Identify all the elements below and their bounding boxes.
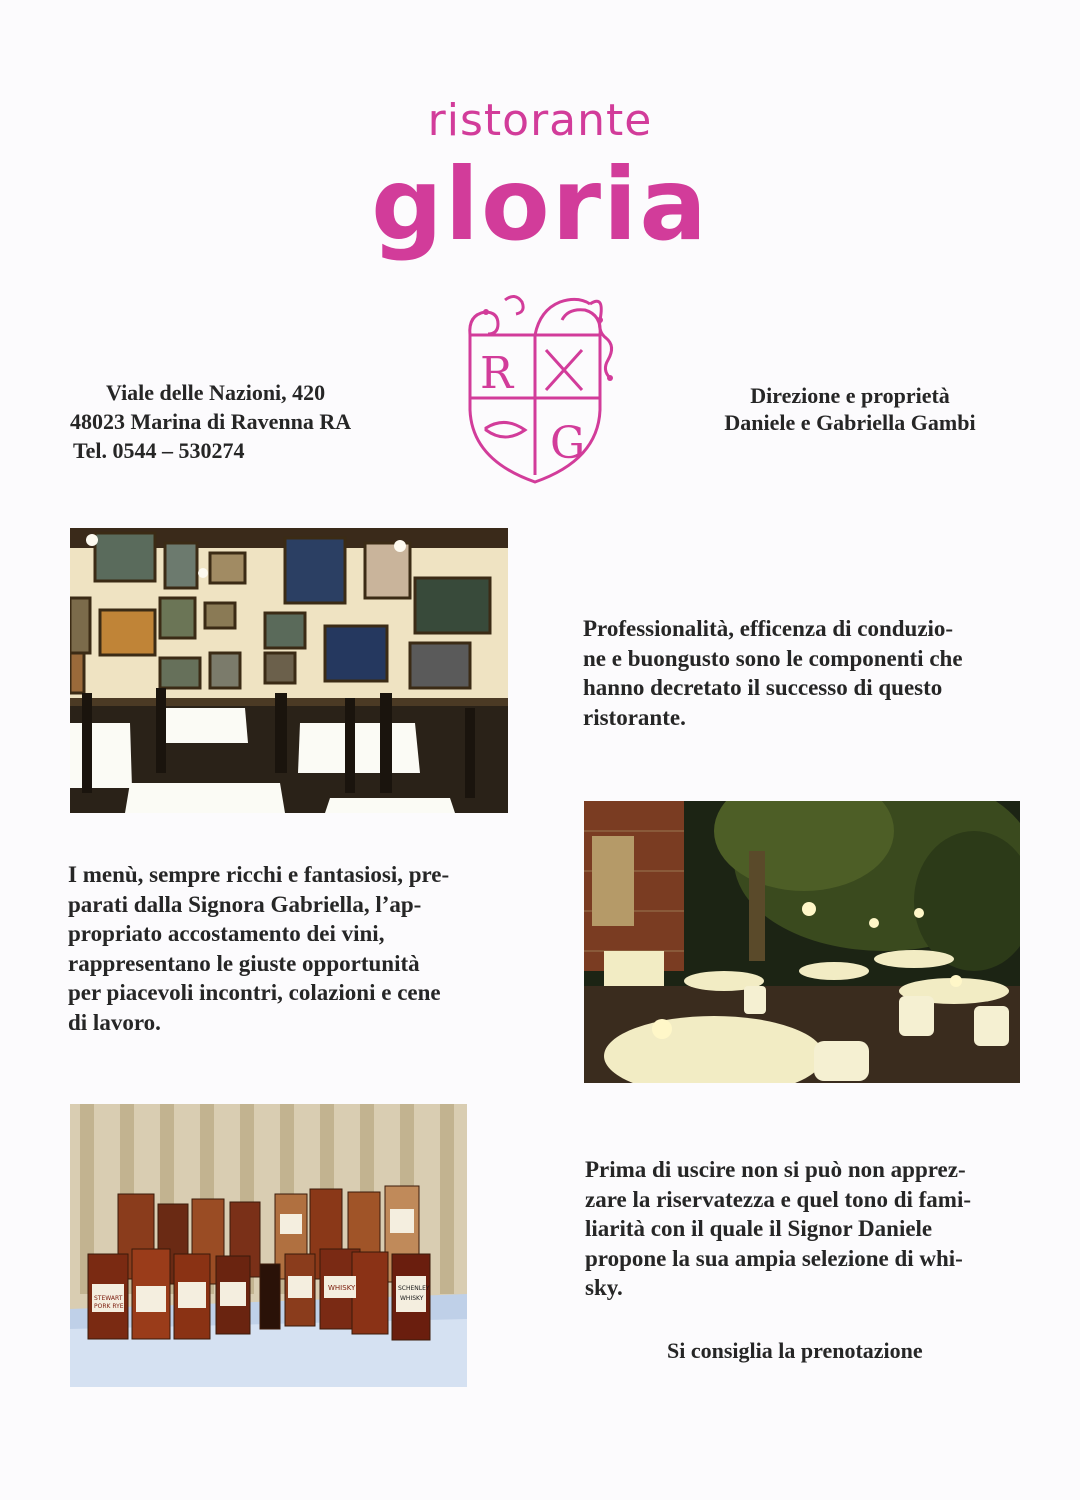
professionalism-paragraph — [583, 614, 995, 732]
reservation-note: Si consiglia la prenotazione — [667, 1338, 923, 1363]
crest-logo — [450, 290, 620, 490]
whisky-line: propone la sua ampia selezione di whi- — [585, 1245, 963, 1271]
bottle-label: PORK RYE — [94, 1303, 124, 1310]
address-street: Viale delle Nazioni, 420 — [106, 380, 326, 405]
address-city: 48023 Marina di Ravenna RA — [70, 409, 352, 434]
bottle-label: STEWART — [94, 1295, 123, 1302]
bottle-label: WHISKY — [328, 1284, 356, 1292]
management-title: Direzione e proprietà — [750, 383, 950, 408]
menu-paragraph — [68, 860, 479, 1037]
management-block — [690, 382, 1010, 436]
whisky-line: Prima di uscire non si può non apprez- — [585, 1157, 966, 1182]
bottle-label: SCHENLEY — [398, 1285, 430, 1292]
menu-line: I menù, sempre ricchi e fantasiosi, pre- — [68, 862, 450, 887]
crest-letter-g: G — [550, 418, 586, 469]
address-phone: Tel. 0544 – 530274 — [73, 438, 245, 463]
menu-line: rappresentano le giuste opportunità — [68, 950, 420, 976]
whisky-line: zare la riservatezza e quel tono di fami- — [585, 1186, 971, 1212]
bottle-label: WHISKY — [400, 1295, 424, 1302]
professionalism-line: hanno decretato il successo di questo — [583, 675, 943, 700]
professionalism-line: ne e buongusto sono le componenti che — [583, 645, 963, 671]
professionalism-line: Professionalità, efficenza di conduzio- — [583, 616, 954, 641]
logo-title: gloria — [371, 146, 709, 263]
crest-letter-r: R — [480, 348, 514, 399]
whisky-line: liarità con il quale il Signor Daniele — [585, 1216, 933, 1241]
whisky-bottles-photo — [70, 1104, 467, 1387]
menu-line: di lavoro. — [68, 1009, 161, 1035]
address-block — [60, 378, 410, 465]
dining-room-photo — [70, 528, 508, 813]
whisky-line: sky. — [585, 1275, 623, 1300]
logo-subtitle: ristorante — [427, 95, 653, 146]
whisky-paragraph — [585, 1155, 995, 1303]
menu-line: parati dalla Signora Gabriella, l’ap- — [68, 891, 422, 917]
terrace-photo — [584, 801, 1020, 1083]
menu-line: propriato accostamento dei vini, — [68, 921, 385, 946]
management-names: Daniele e Gabriella Gambi — [724, 410, 976, 435]
professionalism-line: ristorante. — [583, 704, 686, 730]
menu-line: per piacevoli incontri, colazioni e cene — [68, 980, 441, 1005]
